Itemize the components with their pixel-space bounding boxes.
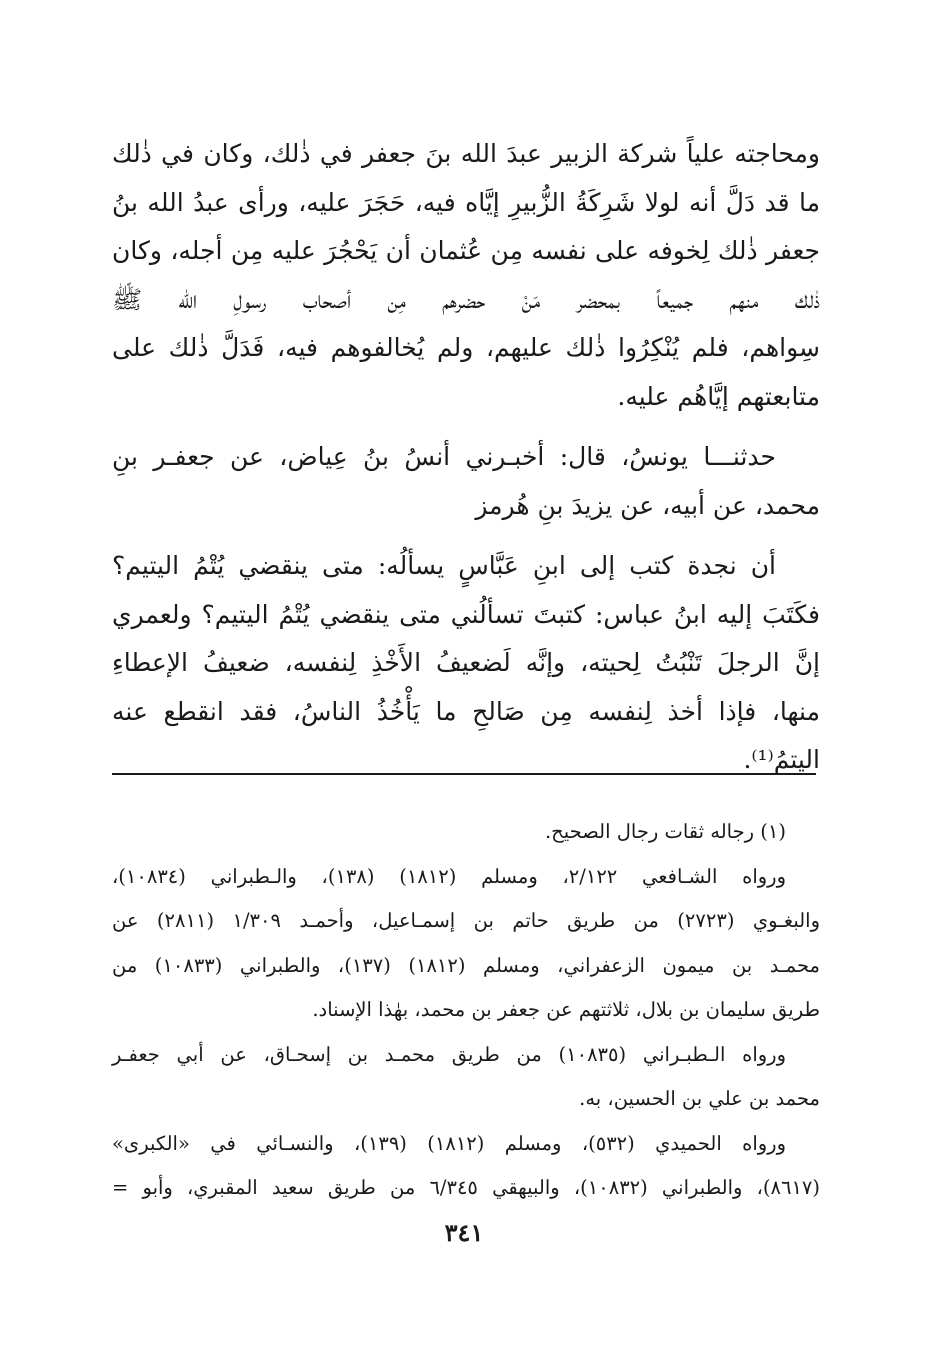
footnote-1 xyxy=(112,810,820,855)
text-line: متابعتهم إيَّاهُم عليه. xyxy=(617,381,820,411)
text-line: حدثنـــا يونسُ، قال: أخبـرني أنسُ بنُ عِياض، عن جعفـر بنِ xyxy=(112,442,776,471)
main-text-block xyxy=(112,130,820,785)
footnote-line: ورواه الحميدي (٥٣٢)، ومسلم (١٨١٢) (١٣٩)، والنسـائي في «الكبرى» xyxy=(112,1131,786,1155)
paragraph-commentary xyxy=(112,130,820,421)
text-line: ومحاجته علياً شركة الزبير عبدَ الله بنَ جعفر في ذٰلك، وكان في ذٰلك xyxy=(112,139,820,168)
footnote-paragraph xyxy=(112,1122,820,1211)
footnote-line: محمـد بن ميمون الزعفراني، ومسلم (١٨١٢) (١٣٧)، والطبراني (١٠٨٣٣) من xyxy=(112,953,820,977)
text-line: منها، فإذا أخذ لِنفسه مِن صَالحِ ما يَأْخُذُ الناسُ، فقد انقطع عنه xyxy=(112,696,820,726)
text-line: اليتمُ⁽¹⁾. xyxy=(743,745,820,774)
footnote-line: (٨٦١٧)، والطبراني (١٠٨٣٢)، والبيهقي ٦/٣٤٥ من طريق سعيد المقبري، وأبو = xyxy=(112,1176,821,1199)
footnote-line: (١) رجاله ثقات رجال الصحيح. xyxy=(544,820,786,843)
text-line: إنَّ الرجلَ تَنْبُتُ لِحيته، وإنَّه لَضعيفُ الأَخْذِ لِنفسه، ضعيفُ الإعطاءِ xyxy=(112,648,820,677)
text-line: جعفر ذٰلك لِخوفه على نفسه مِن عُثمان أن يَحْجُرَ عليه مِن أجله، وكان xyxy=(112,236,820,265)
text-line: أن نجدة كتب إلى ابنِ عَبَّاسٍ يسألُه: متى ينقضي يُتْمُ اليتيم؟ xyxy=(112,551,776,580)
footnote-paragraph xyxy=(112,1033,820,1122)
footnote-line: طريق سليمان بن بلال، ثلاثتهم عن جعفر بن محمد، بهٰذا الإسناد. xyxy=(312,998,820,1021)
footnote-line: ورواه الشـافعي ٢/١٢٢، ومسلم (١٨١٢) (١٣٨)، والـطبراني (١٠٨٣٤)، xyxy=(112,864,786,888)
main-text xyxy=(112,130,820,785)
footnote-paragraph xyxy=(112,855,820,1033)
footnote-separator xyxy=(112,773,816,775)
paragraph-isnad xyxy=(112,433,820,530)
footnotes xyxy=(112,810,820,1211)
text-line: محمد، عن أبيه، عن يزيدَ بنِ هُرمز xyxy=(475,490,820,520)
footnote-line: والبغـوي (٢٧٢٣) من طريق حاتم بن إسمـاعيل، وأحمـد ١/٣٠٩ (٢٨١١) عن xyxy=(112,909,820,932)
text-line: ذٰلك منهم جميعاً بمحضر مَنْ حضرهم مِن أصحاب رسولِ الله ﷺ xyxy=(112,284,820,314)
footnote-line: ورواه الـطبـراني (١٠٨٣٥) من طريق محمـد بن إسحـاق، عن أبي جعفـر xyxy=(112,1042,786,1066)
text-line: فكَتَبَ إليه ابنُ عباس: كتبتَ تسألُني متى ينقضي يُتْمُ اليتيم؟ ولعمري xyxy=(112,599,820,629)
footnote-line: محمد بن علي بن الحسين، به. xyxy=(579,1087,820,1110)
paragraph-matn xyxy=(112,542,820,785)
page-number: ٣٤١ xyxy=(444,1218,484,1247)
text-line: سِواهم، فلم يُنْكِرُوا ذٰلك عليهم، ولم يُخالفوهم فيه، فَدَلَّ ذٰلك على xyxy=(112,333,820,362)
text-line: ما قد دَلَّ أنه لولا شَرِكَةُ الزُّبيرِ إيَّاه فيه، حَجَرَ عليه، ورأى عبدُ الله بنُ xyxy=(112,187,820,217)
